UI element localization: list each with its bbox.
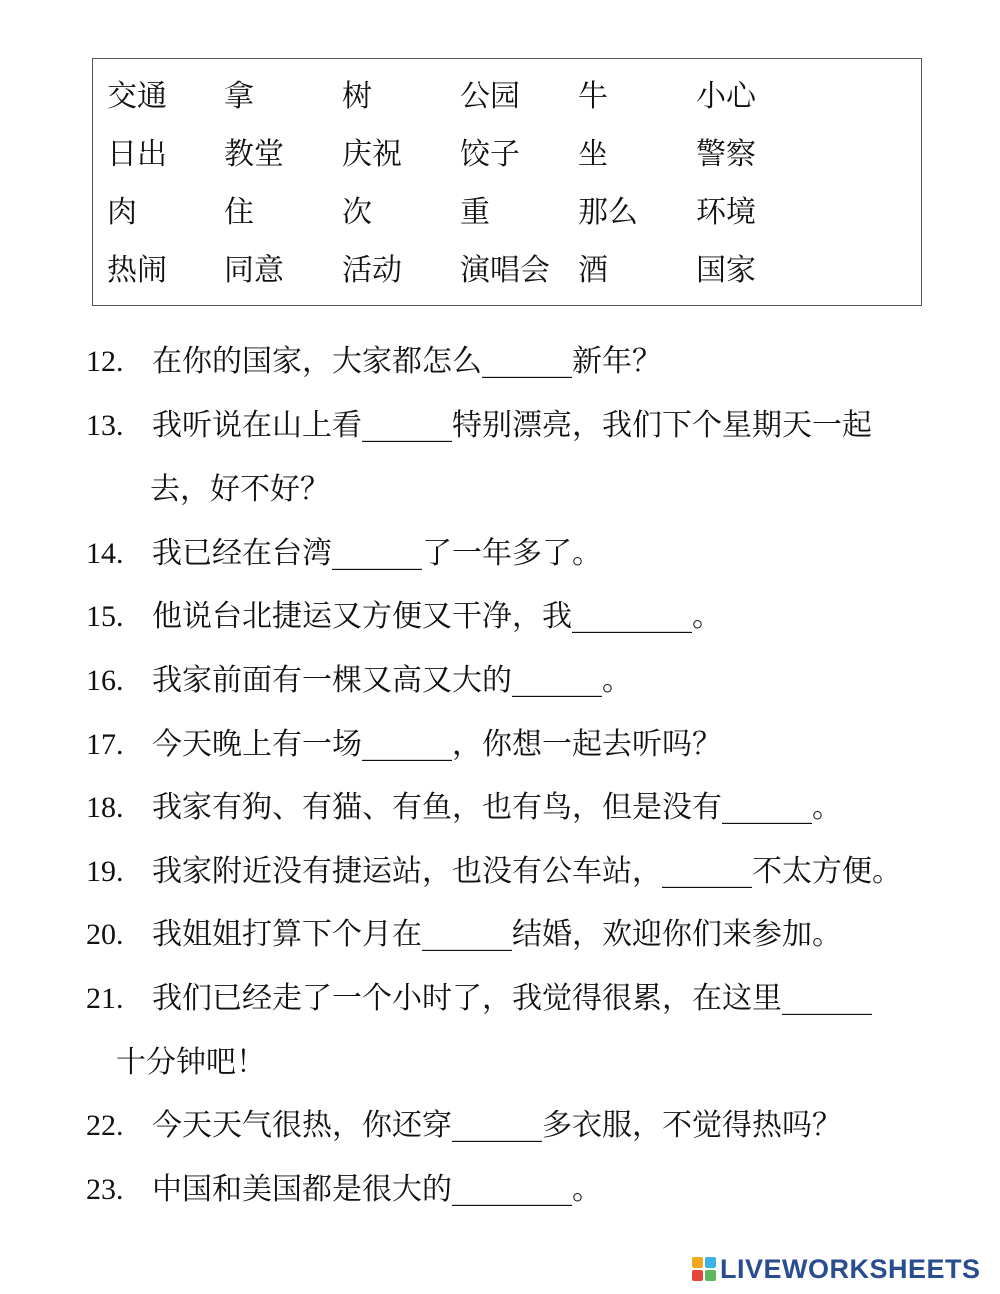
question-number: 21. — [86, 982, 124, 1015]
word-bank-item: 那么 — [578, 195, 638, 230]
word-bank-item: 庆祝 — [342, 137, 402, 172]
word-bank-item: 热闹 — [107, 253, 167, 288]
question-text[interactable]: 我姐姐打算下个月在______结婚，欢迎你们来参加。 — [152, 917, 842, 952]
question-text[interactable]: 他说台北捷运又方便又干净，我________。 — [152, 599, 722, 634]
question-text[interactable]: 我家前面有一棵又高又大的______。 — [152, 663, 632, 698]
question-number: 13. — [86, 409, 124, 442]
word-bank-item: 演唱会 — [460, 253, 550, 288]
question-13-continuation: 去，好不好？ — [150, 472, 330, 507]
question-number: 15. — [86, 600, 124, 633]
word-bank-item: 国家 — [696, 253, 756, 288]
question-number: 17. — [86, 728, 124, 761]
question-text[interactable]: 在你的国家，大家都怎么______新年？ — [152, 344, 662, 379]
question-number: 14. — [86, 537, 124, 570]
question-number: 20. — [86, 918, 124, 951]
word-bank-item: 活动 — [342, 253, 402, 288]
liveworksheets-logo-text: LIVEWORKSHEETS — [720, 1253, 981, 1284]
question-number: 16. — [86, 664, 124, 697]
word-bank-item: 环境 — [696, 195, 756, 230]
question-number: 22. — [86, 1109, 124, 1142]
question-text[interactable]: 我听说在山上看______特别漂亮，我们下个星期天一起 — [152, 408, 872, 443]
question-number: 19. — [86, 855, 124, 888]
question-text[interactable]: 今天天气很热，你还穿______多衣服，不觉得热吗？ — [152, 1108, 842, 1143]
word-bank-item: 次 — [342, 195, 372, 230]
question-text[interactable]: 中国和美国都是很大的________。 — [152, 1172, 602, 1207]
question-21-continuation: 十分钟吧！ — [116, 1045, 266, 1080]
question-text[interactable]: 我已经在台湾______了一年多了。 — [152, 536, 602, 571]
question-text[interactable]: 今天晚上有一场______，你想一起去听吗？ — [152, 727, 722, 762]
question-number: 23. — [86, 1173, 124, 1206]
word-bank-item: 酒 — [578, 253, 608, 288]
question-number: 12. — [86, 345, 124, 378]
word-bank-item: 坐 — [578, 137, 608, 172]
word-bank-item: 教堂 — [224, 137, 284, 172]
word-bank-item: 饺子 — [460, 137, 520, 172]
word-bank-item: 同意 — [224, 253, 284, 288]
question-text[interactable]: 我家附近没有捷运站，也没有公车站，______不太方便。 — [152, 854, 902, 889]
word-bank-item: 日出 — [107, 137, 167, 172]
word-bank-item: 树 — [342, 79, 372, 114]
word-bank-item: 重 — [460, 195, 490, 230]
question-text[interactable]: 我家有狗、有猫、有鱼，也有鸟，但是没有______。 — [152, 790, 842, 825]
question-text[interactable]: 我们已经走了一个小时了，我觉得很累，在这里______ — [152, 981, 872, 1016]
word-bank-item: 小心 — [696, 79, 756, 114]
word-bank-item: 牛 — [578, 79, 608, 114]
word-bank-item: 公园 — [460, 79, 520, 114]
word-bank-box — [92, 58, 922, 306]
word-bank-item: 拿 — [224, 79, 254, 114]
word-bank-item: 住 — [224, 195, 254, 230]
liveworksheets-logo-icon — [692, 1257, 716, 1281]
word-bank-item: 警察 — [696, 137, 756, 172]
word-bank-item: 肉 — [107, 195, 137, 230]
word-bank-item: 交通 — [107, 79, 167, 114]
question-number: 18. — [86, 791, 124, 824]
liveworksheets-logo — [692, 1252, 981, 1286]
